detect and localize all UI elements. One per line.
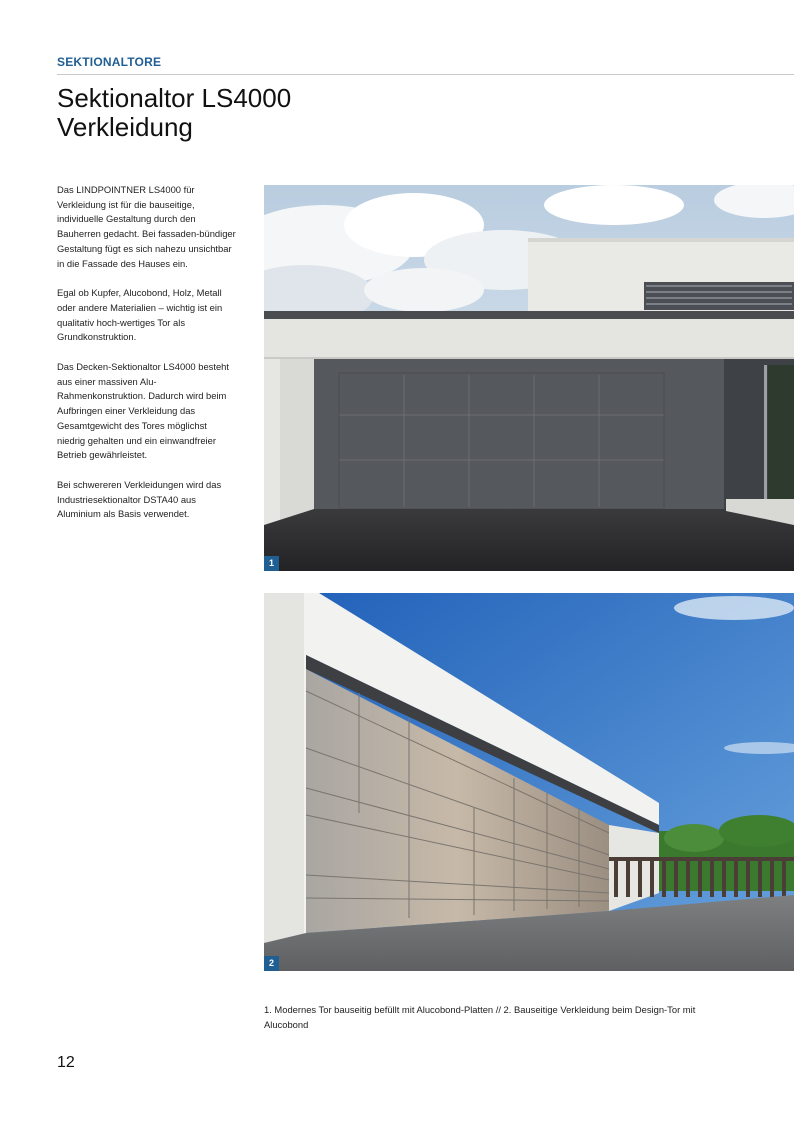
- photo-garage-door-grey: [264, 185, 794, 571]
- photo-2-illustration: [264, 593, 794, 971]
- page-title: [57, 84, 291, 142]
- section-label: SEKTIONALTORE: [57, 55, 162, 69]
- body-paragraph: Das LINDPOINTNER LS4000 für Verkleidung ist für die bauseitige, individuelle Gestaltung durch den Bauherren gedacht. Bei fassaden-bündiger Gestaltung fügt es sich nahezu unsichtbar in die Fassade des Hauses ein.: [57, 184, 236, 269]
- photo-caption: 1. Modernes Tor bauseitig befüllt mit Alucobond-Platten // 2. Bauseitige Verkleidung beim Design-Tor mit Alucobond: [264, 1004, 696, 1030]
- page-number: 12: [57, 1054, 75, 1071]
- body-paragraph: Bei schwereren Verkleidungen wird das Industriesektionaltor DSTA40 aus Aluminium als Basis verwendet.: [57, 478, 222, 520]
- header-divider: [57, 74, 794, 75]
- body-paragraph: Das Decken-Sektionaltor LS4000 besteht aus einer massiven Alu-Rahmenkonstruktion. Dadurch wird beim Aufbringen einer Verkleidung das Gesamtgewicht des Tores möglichst niedrig gehalten und ein einwandfreier Betrieb gewährleistet.: [57, 361, 229, 461]
- photo-number-badge: 2: [264, 956, 279, 971]
- page-title-line-1: Sektionaltor LS4000: [57, 83, 292, 113]
- page-title-line-2: Verkleidung: [57, 112, 193, 142]
- photo-1-illustration: [264, 185, 794, 571]
- body-text: [57, 183, 237, 537]
- body-paragraph: Egal ob Kupfer, Alucobond, Holz, Metall oder andere Materialien – wichtig ist ein qualitativ hoch-wertiges Tor als Grundkonstruktion.: [57, 287, 223, 343]
- photo-alucobond-cladding: [264, 593, 794, 971]
- photo-number-badge: 1: [264, 556, 279, 571]
